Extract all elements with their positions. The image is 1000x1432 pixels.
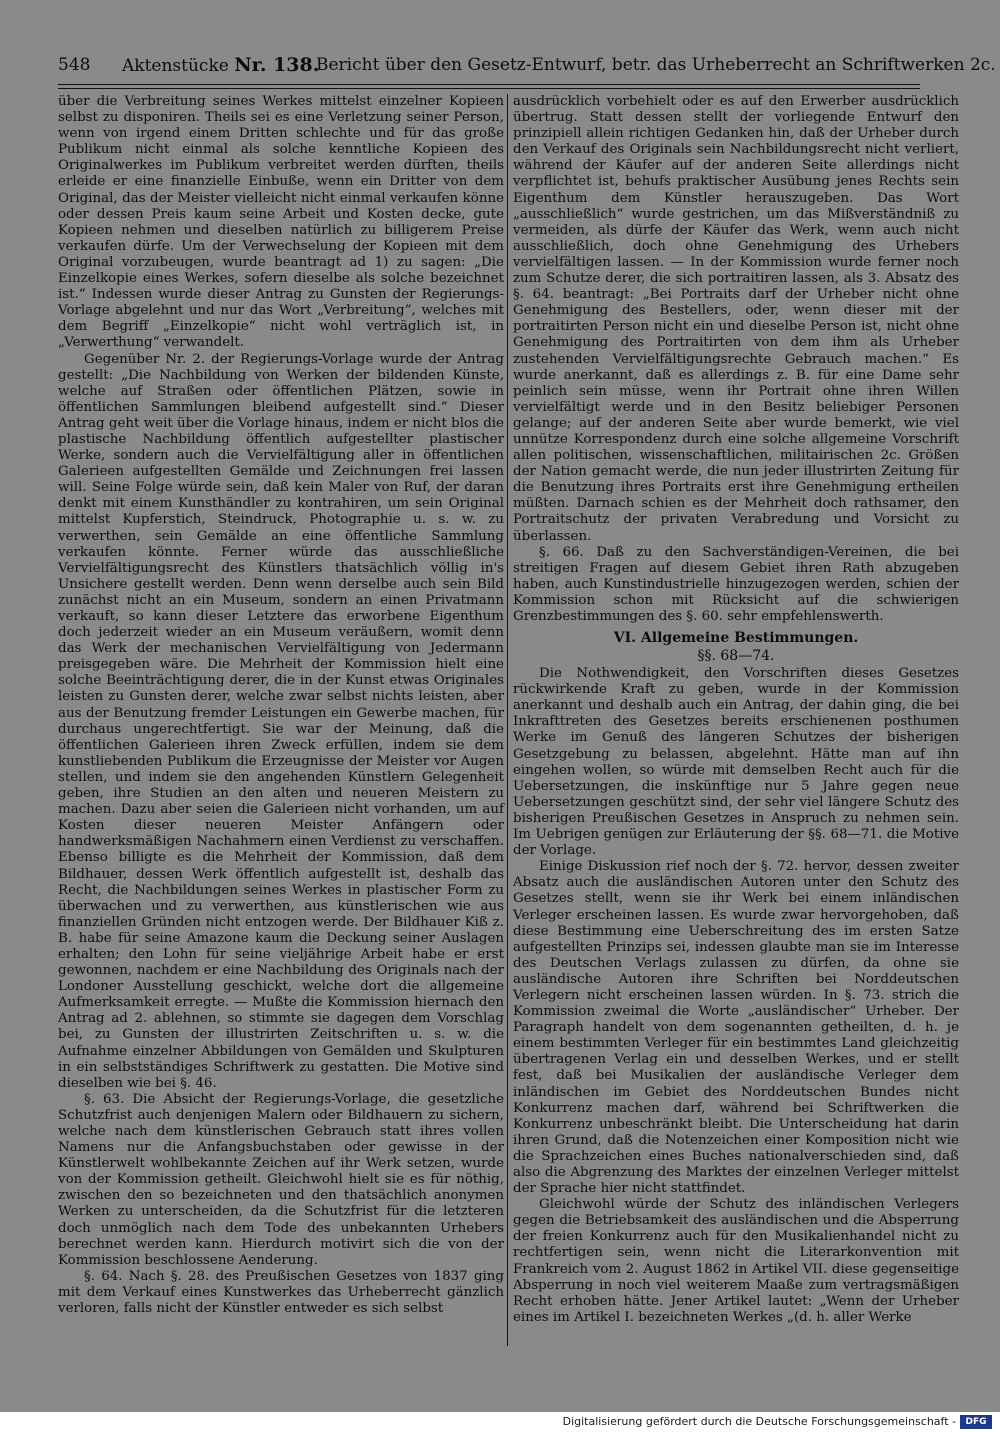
document-ref-label: Aktenstücke [122, 56, 229, 76]
paragraph: §. 64. Nach §. 28. des Preußischen Gesetzes von 1837 ging mit dem Verkauf eines Kunstwerkes das Urheberrecht gänzlich verloren, falls nicht der Künstler entweder es sich selbst [58, 1268, 504, 1317]
section-heading: VI. Allgemeine Bestimmungen. [613, 630, 859, 647]
footer [0, 1412, 1000, 1432]
header-rule [58, 84, 920, 85]
paragraph: Die Nothwendigkeit, den Vorschriften dieses Gesetzes rückwirkende Kraft zu geben, wurde in der Kommission anerkannt und deshalb auch ein Antrag, der dahin ging, die bei Inkrafttreten des Gesetzes bereits erschienenen posthumen Werke im Genuß des längeren Schutzes der bisherigen Gesetzgebung zu belassen, abgelehnt. Hätte man auf ihn eingehen wollen, so würde mit demselben Recht auch für die Uebersetzungen, die inskünftige nur 5 Jahre gegen neue Uebersetzungen geschützt sind, der sehr viel längere Schutz des bisherigen Preußischen Gesetzes in Anspruch zu nehmen sein. Im Uebrigen genügen zur Erläuterung der §§. 68—71. die Motive der Vorlage. [513, 666, 959, 859]
document-number: Nr. 138. [234, 54, 320, 76]
paragraph: über die Verbreitung seines Werkes mittelst einzelner Kopieen selbst zu disponiren. Theils sei es eine Verletzung seiner Person, wenn von irgend einem Dritten schlechte und für das große Publikum nicht einmal als solche kenntliche Kopieen des Originalwerkes im Publikum verbreitet werden dürften, theils erleide er eine finanzielle Einbuße, wenn ein Dritter von dem Original, das der Meister vielleicht nicht einmal verkaufen könne oder dessen Preis kaum seine Arbeit und Kosten decke, gute Kopieen nehmen und dieselben natürlich zu billigerem Preise verkaufen dürfe. Um der Verwechselung der Kopieen mit dem Original vorzubeugen, wurde beantragt ad 1) zu sagen: „Die Einzelkopie eines Werkes, sofern dieselbe als solche bezeichnet ist.“ Indessen wurde dieser Antrag zu Gunsten der Regierungs-Vorlage abgelehnt und nur das Wort „Verbreitung“, welches mit dem Begriff „Einzelkopie“ nicht wohl verträglich ist, in „Verwerthung“ verwandelt. [58, 94, 504, 351]
section-subheading: §§. 68—74. [697, 648, 775, 665]
paragraph: Gegenüber Nr. 2. der Regierungs-Vorlage wurde der Antrag gestellt: „Die Nachbildung von Werken der bildenden Künste, welche auf Straßen oder öffentlichen Plätzen, sowie in öffentlichen Sammlungen bleibend aufgestellt sind.“ Dieser Antrag geht weit über die Vorlage hinaus, indem er nicht blos die plastische Nachbildung öffentlich aufgestellter plastischer Werke, sondern auch die Vervielfältigung aller in öffentlichen Galerieen aufgestellten Gemälde und Zeichnungen frei lassen will. Seine Folge würde sein, daß kein Maler von Ruf, der daran denkt mit einem Kunsthändler zu kontrahiren, um sein Original mittelst Kupferstich, Steindruck, Photographie u. s. w. zu verwerthen, sein Gemälde an eine öffentliche Sammlung verkaufen könnte. Ferner würde das ausschließliche Vervielfältigungsrecht des Künstlers thatsächlich völlig in's Unsichere gestellt werden. Denn wenn derselbe auch sein Bild zunächst nicht an ein Museum, sondern an einen Privatmann verkauft, so kann dieser Letztere das erworbene Eigenthum doch jederzeit wieder an ein Museum veräußern, womit denn das Werk der mechanischen Vervielfältigung von Jedermann preisgegeben wäre. Die Mehrheit der Kommission hielt eine solche Beeinträchtigung derer, die in der Kunst etwas Originales leisten zu Gunsten derer, welche zwar selbst nichts leisten, aber aus der Benutzung fremder Leistungen ein Gewerbe machen, für durchaus ungerechtfertigt. Sie war der Meinung, daß die öffentlichen Galerieen ihren Zweck erfüllen, indem sie dem kunstliebenden Publikum die Erzeugnisse der Meister vor Augen stellen, und indem sie den angehenden Künstlern Gelegenheit geben, ihre Studien an den alten und neueren Meistern zu machen. Dazu aber seien die Galerieen nicht vorhanden, um auf Kosten dieser neueren Meister Anfängern oder handwerksmäßigen Nachahmern einen Verdienst zu verschaffen. Ebenso billigte es die Mehrheit der Kommission, daß dem Bildhauer, dessen Werk öffentlich aufgestellt ist, deshalb das Recht, die Nachbildungen seines Werkes in plastischer Form zu überwachen und zu verwerthen, aus künstlerischen wie aus finanziellen Gründen nicht entzogen werde. Der Bildhauer Kiß z. B. habe für seine Amazone kaum die Deckung seiner Auslagen erhalten; den Lohn für seine vieljährige Arbeit habe er erst gewonnen, nachdem er eine Nachbildung des Originals nach der Londoner Ausstellung geschickt, welche dort die allgemeine Aufmerksamkeit erregte. — Mußte die Kommission hiernach den Antrag ad 2. ablehnen, so stimmte sie dagegen dem Vorschlag bei, zu Gunsten der illustrirten Zeitschriften u. s. w. die Aufnahme einzelner Abbildungen von Gemälden und Skulpturen in ein selbstständiges Schriftwerk zu gestatten. Die Motive sind dieselben wie bei §. 46. [58, 351, 504, 1091]
funding-note: Digitalisierung gefördert durch die Deutsche Forschungsgemeinschaft - [562, 1415, 956, 1428]
paragraph: §. 63. Die Absicht der Regierungs-Vorlage, die gesetzliche Schutzfrist auch denjenigen Malern oder Bildhauern zu sichern, welche nach dem künstlerischen Gebrauch statt ihres vollen Namens nur die Anfangsbuchstaben oder gewisse in der Künstlerwelt wohlbekannte Zeichen auf ihr Werk setzen, wurde von der Kommission getheilt. Gleichwohl hielt sie es für nöthig, zwischen den so bezeichneten und den thatsächlich anonymen Werken zu unterscheiden, da die Schutzfrist für die letzteren doch unmöglich nach dem Tode des unbekannten Urhebers berechnet werden kann. Hierdurch motivirt sich die von der Kommission beschlossene Aenderung. [58, 1091, 504, 1268]
right-column [513, 94, 959, 1326]
header-rule-double [58, 88, 920, 89]
running-title: Bericht über den Gesetz-Entwurf, betr. das Urheberrecht an Schriftwerken 2c. [316, 55, 996, 75]
page-header [58, 50, 996, 80]
dfg-logo: DFG [960, 1415, 992, 1429]
column-divider [507, 94, 508, 1346]
paragraph: Gleichwohl würde der Schutz des inländischen Verlegers gegen die Betriebsamkeit des ausländischen und die Absperrung der freien Konkurrenz auch für den Musikalienhandel nicht zu rechtfertigen sein, wenn nicht die Literarkonvention mit Frankreich vom 2. August 1862 in Artikel VII. diese gegenseitige Absperrung in noch viel weiterem Maaße zum vertragsmäßigen Recht erhoben hätte. Jener Artikel lautet: „Wenn der Urheber eines im Artikel I. bezeichneten Werkes „(d. h. aller Werke [513, 1197, 959, 1325]
paragraph: ausdrücklich vorbehielt oder es auf den Erwerber ausdrücklich übertrug. Statt dessen stellt der vorliegende Entwurf den prinzipiell allein richtigen Gedanken hin, daß der Urheber durch den Verkauf des Originals sein Nachbildungsrecht nicht verliert, während der Käufer auf der anderen Seite allerdings nicht verpflichtet ist, behufs praktischer Ausübung jenes Rechts sein Eigenthum dem Künstler herauszugeben. Das Wort „ausschließlich“ wurde gestrichen, um das Mißverständniß zu vermeiden, als dürfe der Käufer das Werk, wenn auch nicht ausschließlich, doch ohne Genehmigung des Urhebers vervielfältigen lassen. — In der Kommission wurde ferner noch zum Schutze derer, die sich portraitiren lassen, als 3. Absatz des §. 64. beantragt: „Bei Portraits darf der Urheber nicht ohne Genehmigung des Bestellers, oder, wenn dieser mit der portraitirten Person nicht ein und dieselbe Person ist, nicht ohne Genehmigung des Portraitirten von dem ihm als Urheber zustehenden Vervielfältigungsrechte Gebrauch machen.“ Es wurde anerkannt, daß es allerdings z. B. für eine Dame sehr peinlich sein müsse, wenn ihr Portrait ohne ihren Willen vervielfältigt werde und in den Besitz beliebiger Personen gelange; auf der anderen Seite aber wurde bemerkt, wie viel unnütze Korrespondenz durch eine solche allgemeine Vorschrift allen politischen, wissenschaftlichen, militairischen 2c. Größen der Nation gemacht werde, die nun jeder illustrirten Zeitung für die Benutzung ihres Portraits erst ihre Genehmigung ertheilen müßten. Darnach schien es der Mehrheit doch rathsamer, den Portraitschutz der privaten Verabredung und Vorsicht zu überlassen. [513, 94, 959, 544]
paragraph: Einige Diskussion rief noch der §. 72. hervor, dessen zweiter Absatz auch die ausländischen Autoren unter den Schutz des Gesetzes stellt, wenn sie ihr Werk bei einem inländischen Verleger erscheinen lassen. Es wurde zwar hervorgehoben, daß diese Bestimmung eine Ueberschreitung des im ersten Satze aufgestellten Prinzips sei, indessen glaubte man sie im Interesse des Deutschen Verlags zulassen zu dürfen, da ohne sie ausländische Autoren ihre Schriften bei Norddeutschen Verlegern nicht erscheinen lassen würden. In §. 73. strich die Kommission zweimal die Worte „ausländischer“ Urheber. Der Paragraph handelt von dem sogenannten getheilten, d. h. je einem bestimmten Verleger für ein bestimmtes Land gleichzeitig übertragenen Verlag ein und desselben Werkes, und er stellt fest, daß bei Musikalien der ausländische Verleger dem inländischen im Gebiet des Norddeutschen Bundes nicht Konkurrenz machen darf, während bei Schriftwerken die Konkurrenz unbeschränkt bleibt. Die Unterscheidung hat darin ihren Grund, daß die Notenzeichen einer Komposition nicht wie die Sprachzeichen eines Buches nationalverschieden sind, daß also die Abgrenzung des Marktes der einzelnen Verleger mittelst der Sprache hier nicht stattfindet. [513, 859, 959, 1197]
left-column [58, 94, 504, 1317]
paragraph: §. 66. Daß zu den Sachverständigen-Vereinen, die bei streitigen Fragen auf diesem Gebiet ihren Rath abzugeben haben, auch Kunstindustrielle hinzugezogen werden, schien der Kommission schon mit Rücksicht auf die schwierigen Grenzbestimmungen des §. 60. sehr empfehlenswerth. [513, 544, 959, 624]
document-reference [122, 50, 319, 81]
page-number: 548 [58, 55, 91, 75]
